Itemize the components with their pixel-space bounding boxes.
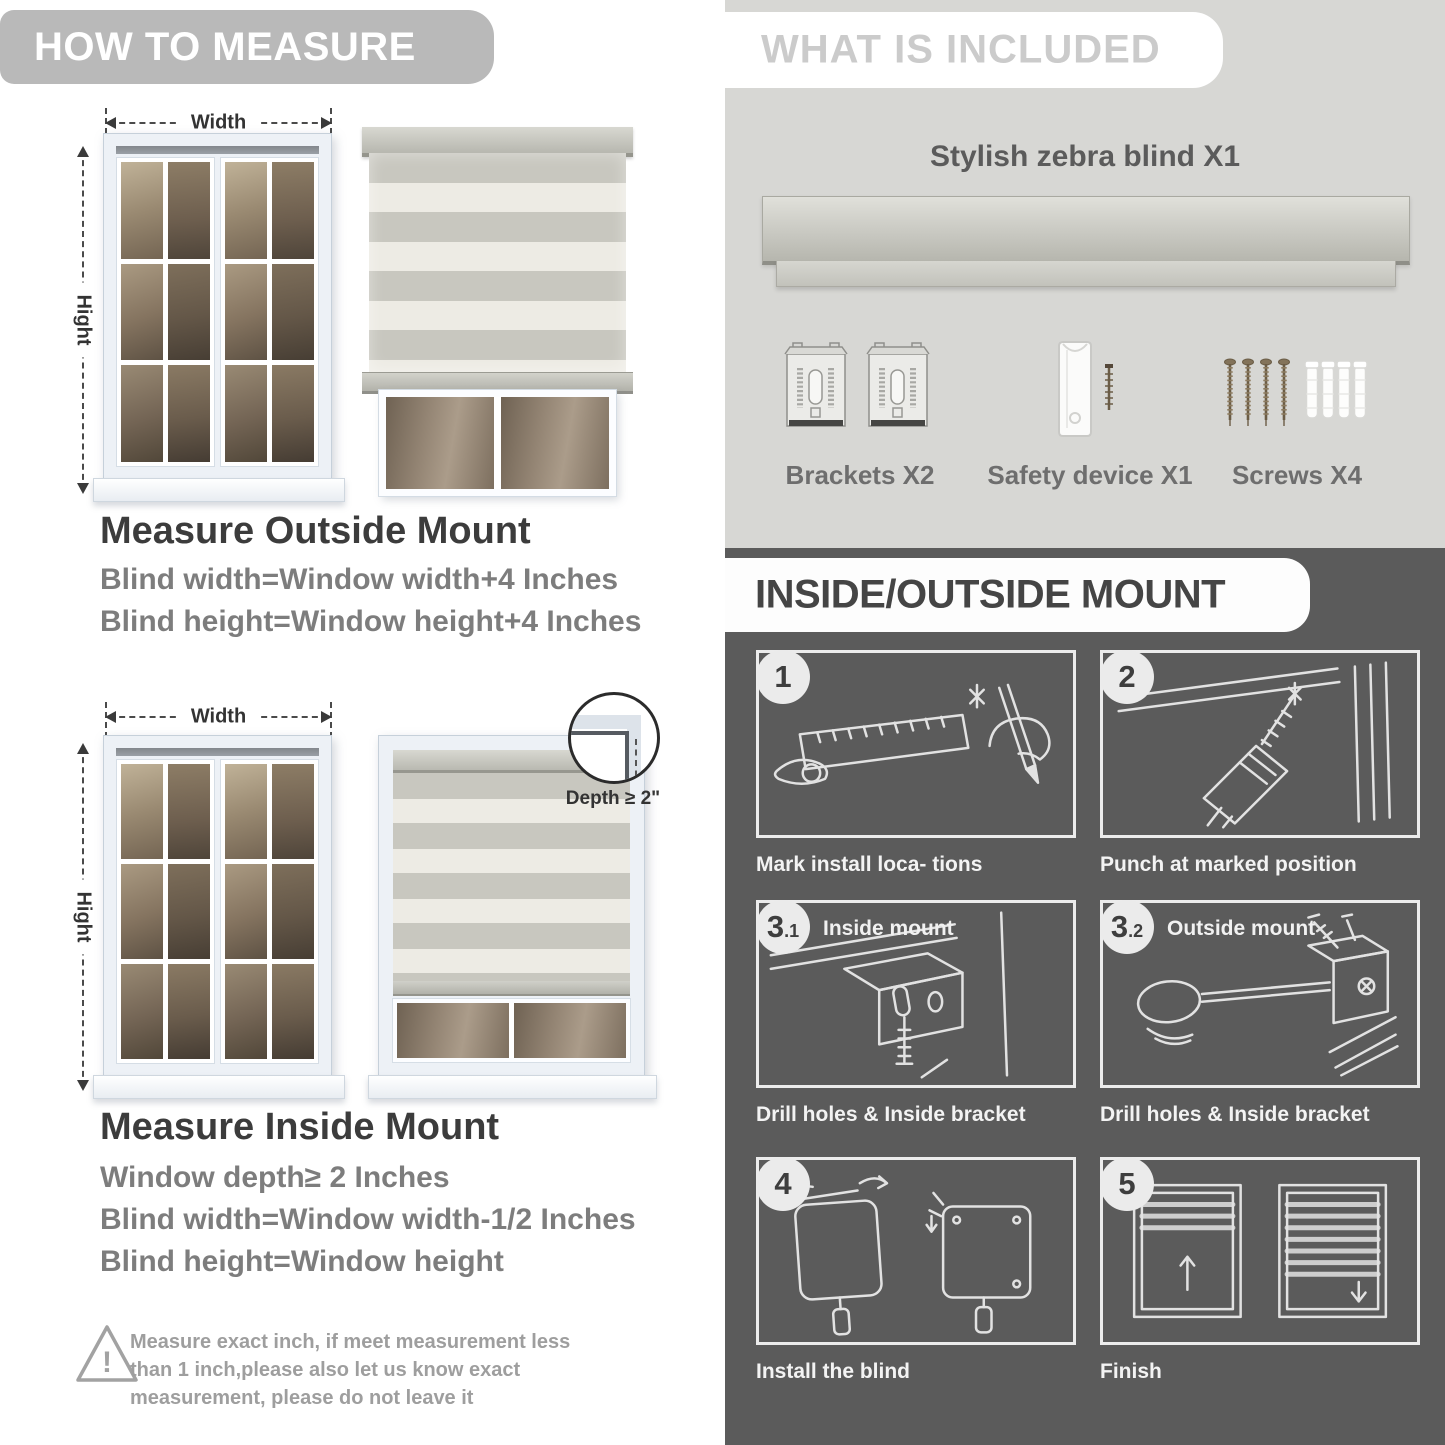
step-number-badge	[1100, 900, 1154, 954]
window-pane	[121, 365, 163, 462]
wall-anchor-icon	[1305, 361, 1319, 418]
step-title: Outside mount	[1167, 917, 1316, 940]
window-sill	[368, 1075, 657, 1099]
step-number-badge	[756, 650, 810, 704]
window-head-rail	[116, 748, 319, 756]
frame-corner-inner-line	[568, 731, 629, 784]
window-pane	[168, 864, 210, 959]
step-panel-3-1	[756, 900, 1076, 1088]
screw-icon	[1105, 366, 1113, 410]
step-subnumber: .2	[1128, 921, 1144, 941]
safety-device-illustration	[1055, 334, 1125, 444]
width-arrow	[105, 705, 332, 728]
step-panel-3-2	[1100, 900, 1420, 1088]
window-pane	[225, 365, 267, 462]
bracket-icon	[785, 343, 847, 426]
inside-mount-line: Blind height=Window height	[100, 1245, 504, 1278]
window-pane	[121, 264, 163, 361]
zebra-blind-shade	[369, 153, 626, 372]
brackets-illustration	[783, 340, 933, 440]
window-pane	[121, 964, 163, 1059]
window-illustration	[103, 735, 332, 1077]
window-pane	[225, 964, 267, 1059]
step-number-badge	[756, 900, 810, 954]
step-panel-2	[1100, 650, 1420, 838]
window-pane	[272, 264, 314, 361]
window-under-blind	[393, 999, 630, 1062]
height-arrow	[72, 146, 95, 494]
step-number-badge	[756, 1157, 810, 1211]
height-arrow	[72, 743, 95, 1091]
arrowhead-right-icon	[321, 117, 332, 129]
screw-icon	[1261, 359, 1272, 426]
window-sill	[93, 1075, 345, 1099]
wall-anchor-icon	[1353, 361, 1367, 418]
arrowhead-down-icon	[77, 1080, 89, 1091]
svg-text:!: !	[102, 1346, 112, 1379]
window-pane	[168, 365, 210, 462]
zebra-blind-headrail	[762, 196, 1410, 265]
step-number: 5	[1118, 1166, 1136, 1201]
step-number: 3	[1110, 909, 1129, 944]
arrowhead-left-icon	[105, 711, 116, 723]
window-pane	[121, 162, 163, 259]
how-to-measure-title: HOW TO MEASURE	[34, 24, 416, 69]
arrowhead-right-icon	[321, 711, 332, 723]
zebra-blind-bottom-rail	[393, 981, 630, 996]
arrowhead-left-icon	[105, 117, 116, 129]
brackets-label: Brackets X2	[785, 460, 935, 490]
step-caption: Mark install loca- tions	[756, 853, 983, 876]
step-number: 4	[774, 1166, 792, 1201]
outside-mount-line: Blind height=Window height+4 Inches	[100, 605, 642, 638]
step-panel-1	[756, 650, 1076, 838]
screw-icon	[1279, 359, 1290, 426]
inside-mount-line: Window depth≥ 2 Inches	[100, 1161, 450, 1194]
wall-anchor-icon	[1321, 361, 1335, 418]
height-label: Hight	[72, 282, 95, 357]
window-pane	[501, 397, 609, 489]
step-caption: Drill holes & Inside bracket	[1100, 1103, 1370, 1126]
inside-outside-mount-header	[725, 558, 1310, 632]
outside-mount-title: Measure Outside Mount	[100, 510, 531, 552]
outside-mount-line: Blind width=Window width+4 Inches	[100, 563, 619, 596]
inside-mount-line: Blind width=Window width-1/2 Inches	[100, 1203, 636, 1236]
width-label: Width	[179, 706, 258, 729]
arrowhead-down-icon	[77, 483, 89, 494]
arrowhead-up-icon	[77, 146, 89, 157]
screw-icon	[1225, 359, 1236, 426]
step-number: 3	[766, 909, 785, 944]
how-to-measure-section	[0, 0, 720, 1445]
warning-text: Measure exact inch, if meet measurement less than 1 inch,please also let us know exact measurement, please do not leave it	[130, 1331, 571, 1409]
window-sashes	[116, 157, 319, 467]
screws-label: Screws X4	[1231, 460, 1363, 490]
magnifier-circle-icon	[568, 692, 660, 784]
window-sash	[116, 759, 215, 1064]
window-head-rail	[116, 146, 319, 154]
window-pane	[168, 764, 210, 859]
window-pane	[168, 964, 210, 1059]
window-pane	[121, 864, 163, 959]
what-is-included-section	[725, 0, 1445, 548]
wall-anchor-icon	[1337, 361, 1351, 418]
depth-dashed-line	[635, 739, 637, 784]
screw-icon	[1243, 359, 1254, 426]
window-pane	[272, 365, 314, 462]
window-pane	[121, 764, 163, 859]
safety-device-icon	[1059, 342, 1091, 436]
window-sashes	[116, 759, 319, 1064]
window-pane	[225, 764, 267, 859]
window-under-blind	[379, 390, 616, 496]
inside-mount-window-illustration	[378, 735, 645, 1077]
window-sash	[220, 759, 319, 1064]
zebra-blind-headrail-lip	[776, 261, 1396, 287]
height-label: Hight	[72, 879, 95, 954]
window-illustration	[103, 133, 332, 480]
step-number: 1	[774, 659, 792, 694]
window-pane	[514, 1003, 626, 1058]
width-arrow	[105, 111, 332, 134]
window-pane	[168, 264, 210, 361]
window-pane	[168, 162, 210, 259]
step-caption: Install the blind	[756, 1360, 911, 1383]
window-pane	[272, 162, 314, 259]
inside-mount-title: Measure Inside Mount	[100, 1106, 500, 1148]
arrowhead-up-icon	[77, 743, 89, 754]
step-number-badge	[1100, 650, 1154, 704]
window-pane	[272, 864, 314, 959]
depth-label: Depth ≥ 2"	[565, 788, 661, 809]
step-number-badge	[1100, 1157, 1154, 1211]
step-caption: Drill holes & Inside bracket	[756, 1103, 1026, 1126]
safety-device-label: Safety device X1	[987, 460, 1193, 490]
width-label: Width	[179, 112, 258, 135]
what-is-included-title: WHAT IS INCLUDED	[761, 27, 1161, 72]
step-title: Inside mount	[823, 917, 954, 940]
inside-outside-mount-title: INSIDE/OUTSIDE MOUNT	[755, 572, 1226, 617]
window-pane	[272, 764, 314, 859]
step-subnumber: .1	[784, 921, 800, 941]
step-caption: Finish	[1100, 1360, 1162, 1383]
window-pane	[225, 264, 267, 361]
bracket-icon	[867, 343, 929, 426]
inside-outside-mount-section	[725, 548, 1445, 1445]
window-sash	[220, 157, 319, 467]
window-sill	[93, 478, 345, 502]
what-is-included-header	[725, 12, 1223, 88]
window-pane	[397, 1003, 509, 1058]
how-to-measure-header	[0, 10, 494, 84]
step-panel-4	[756, 1157, 1076, 1345]
window-pane	[272, 964, 314, 1059]
window-sash	[116, 157, 215, 467]
window-pane	[225, 162, 267, 259]
step-panel-5	[1100, 1157, 1420, 1345]
blind-item-label: Stylish zebra blind X1	[929, 140, 1241, 173]
window-pane	[386, 397, 494, 489]
step-caption: Punch at marked position	[1100, 853, 1357, 876]
screws-anchors-illustration	[1220, 350, 1370, 440]
window-pane	[225, 864, 267, 959]
step-number: 2	[1118, 659, 1136, 694]
